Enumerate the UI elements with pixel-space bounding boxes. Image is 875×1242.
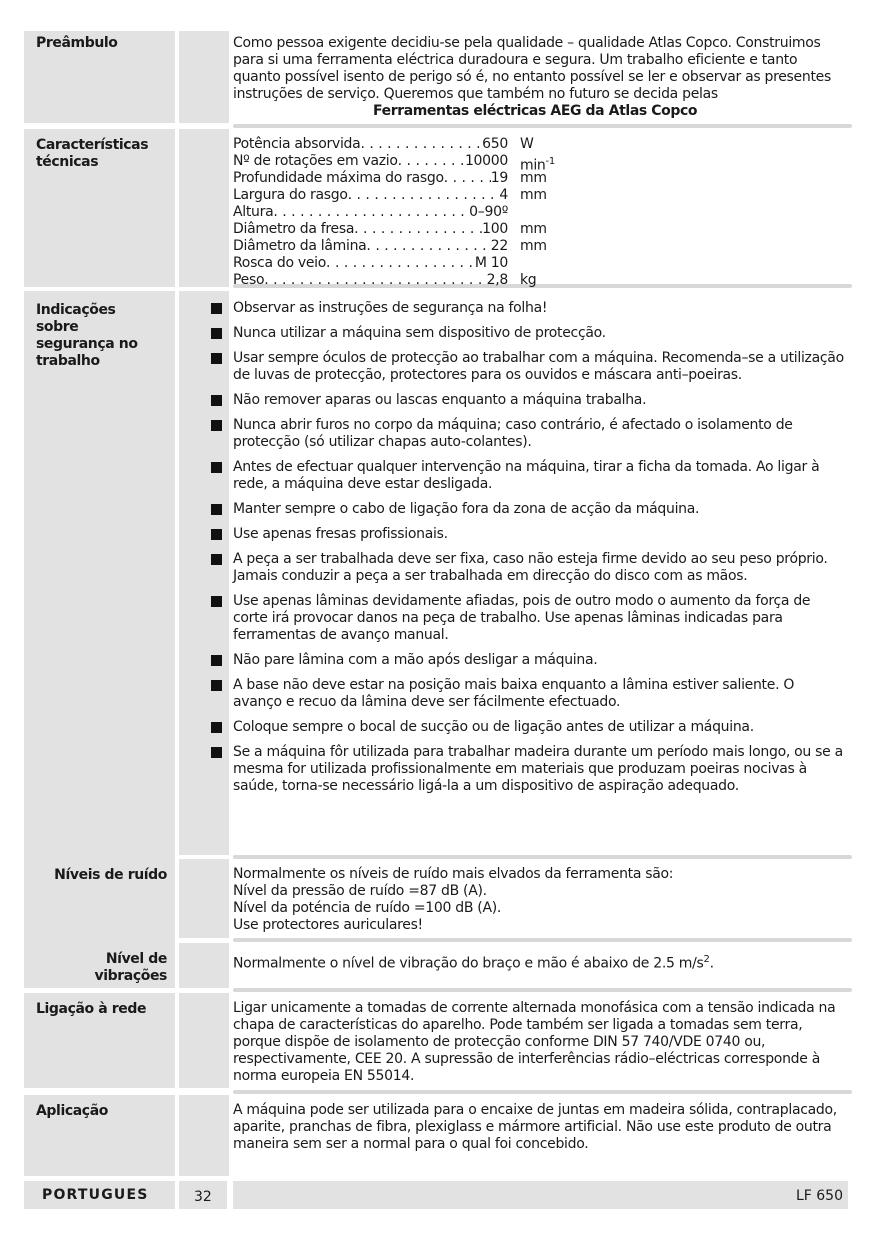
spec-unit bbox=[508, 204, 570, 221]
preambulo-brand: Ferramentas eléctricas AEG da Atlas Copco bbox=[373, 103, 698, 119]
spec-row bbox=[233, 153, 570, 174]
spec-value: 10000 bbox=[464, 153, 508, 169]
section-divider bbox=[233, 938, 852, 942]
preambulo-body: Como pessoa exigente decidiu-se pela qualidade – qualidade Atlas Copco. Construimos para si uma ferramenta eléctrica duradoura e segura. Um trabalho eficiente e tanto quanto possível isento de perigo só é, no entanto possível se ler e observar as presentes instruções de serviço. Queremos que também no futuro se decida pelas bbox=[233, 35, 831, 102]
safety-list bbox=[233, 300, 845, 803]
safety-item-text: Não remover aparas ou lascas enquanto a máquina trabalha. bbox=[233, 392, 647, 408]
safety-item bbox=[233, 325, 845, 342]
bullet-square-icon bbox=[211, 655, 222, 666]
mid-column bbox=[179, 943, 229, 988]
safety-item-text: Use apenas lâminas devidamente afiadas, pois de outro modo o aumento da força de corte irá provocar danos na peça de trabalho. Use apenas lâminas indicadas para ferramentas de avanço manual. bbox=[233, 593, 811, 643]
bullet-square-icon bbox=[211, 554, 222, 565]
safety-item-text: Antes de efectuar qualquer intervenção na máquina, tirar a ficha da tomada. Ao ligar à rede, a máquina deve estar desligada. bbox=[233, 459, 820, 492]
safety-item-text: A base não deve estar na posição mais baixa enquanto a lâmina estiver saliente. O avanço e recuo da lâmina deve ser fácilmente efectuado. bbox=[233, 677, 795, 710]
period: . bbox=[709, 955, 714, 972]
bullet-square-icon bbox=[211, 596, 222, 607]
dot-leader bbox=[354, 221, 482, 238]
spec-row bbox=[233, 272, 570, 289]
spec-unit bbox=[508, 153, 570, 174]
spec-value: 100 bbox=[482, 221, 508, 237]
bullet-square-icon bbox=[211, 303, 222, 314]
mid-column bbox=[179, 129, 229, 287]
bullet-square-icon bbox=[211, 747, 222, 758]
spec-row bbox=[233, 204, 570, 221]
spec-row bbox=[233, 136, 570, 153]
dot-leader bbox=[398, 153, 465, 170]
vibration-body: Normalmente o nível de vibração do braço e mão é abaixo de 2.5 m/s bbox=[233, 955, 704, 972]
bullet-square-icon bbox=[211, 529, 222, 540]
spec-name: Profundidade máxima do rasgo bbox=[233, 170, 444, 186]
bullet-square-icon bbox=[211, 680, 222, 691]
mid-column bbox=[179, 993, 229, 1088]
dot-leader bbox=[444, 170, 491, 187]
bullet-square-icon bbox=[211, 420, 222, 431]
dot-leader bbox=[348, 187, 500, 204]
safety-item-text: Nunca utilizar a máquina sem dispositivo de protecção. bbox=[233, 325, 606, 341]
heading-line: vibrações bbox=[94, 968, 167, 984]
safety-item bbox=[233, 526, 845, 543]
section-heading-caracteristicas: Características técnicas bbox=[36, 137, 149, 170]
safety-item-text: Observar as instruções de segurança na folha! bbox=[233, 300, 548, 316]
spec-row bbox=[233, 187, 570, 204]
safety-item bbox=[233, 551, 845, 585]
section-heading-vibracoes bbox=[24, 951, 167, 985]
vibration-text bbox=[233, 951, 845, 973]
spec-value: 650 bbox=[482, 136, 508, 152]
safety-item-text: A peça a ser trabalhada deve ser fixa, caso não esteja firme devido ao seu peso próprio. Jamais conduzir a peça a ser trabalhada em direcção do disco com as mãos. bbox=[233, 551, 828, 584]
mid-column bbox=[179, 859, 229, 938]
spec-name: Largura do rasgo bbox=[233, 187, 348, 203]
section-heading-ligacao: Ligação à rede bbox=[36, 1001, 147, 1017]
bullet-square-icon bbox=[211, 328, 222, 339]
noise-line: Nível da poténcia de ruído =100 dB (A). bbox=[233, 900, 502, 916]
unit-text: mm bbox=[520, 187, 547, 203]
dot-leader bbox=[366, 238, 490, 255]
preambulo-text bbox=[233, 35, 845, 120]
spec-value: 0–90º bbox=[469, 204, 508, 220]
spec-unit bbox=[508, 238, 570, 255]
safety-item bbox=[233, 459, 845, 493]
safety-item bbox=[233, 501, 845, 518]
spec-unit bbox=[508, 136, 570, 153]
safety-item-text: Se a máquina fôr utilizada para trabalhar madeira durante um período mais longo, ou se a mesma for utilizada profissionalmente em materiais que produzam poeiras nocivas à saúde, torna-se necessário ligá-la a um dispositivo de aspiração adequado. bbox=[233, 744, 843, 794]
unit-text: mm bbox=[520, 170, 547, 186]
noise-text bbox=[233, 866, 845, 934]
safety-item-text: Manter sempre o cabo de ligação fora da zona de acção da máquina. bbox=[233, 501, 700, 517]
spec-unit bbox=[508, 187, 570, 204]
mid-column bbox=[179, 31, 229, 123]
footer-model-block bbox=[233, 1181, 848, 1209]
safety-item-text: Não pare lâmina com a mão após desligar a máquina. bbox=[233, 652, 598, 668]
spec-value: M 10 bbox=[474, 255, 508, 271]
section-divider bbox=[233, 988, 852, 992]
noise-line: Nível da pressão de ruído =87 dB (A). bbox=[233, 883, 487, 899]
section-heading-aplicacao: Aplicação bbox=[36, 1103, 108, 1119]
spec-name: Diâmetro da fresa bbox=[233, 221, 355, 237]
spec-row bbox=[233, 255, 570, 272]
heading-line: Nível de bbox=[105, 951, 167, 967]
safety-item bbox=[233, 350, 845, 384]
spec-value: 22 bbox=[490, 238, 508, 254]
superscript: 2 bbox=[703, 954, 710, 965]
safety-item bbox=[233, 417, 845, 451]
section-heading-seguranca: Indicações sobre segurança no trabalho bbox=[36, 302, 138, 369]
safety-item bbox=[233, 593, 845, 644]
spec-name: Peso bbox=[233, 272, 265, 288]
bullet-square-icon bbox=[211, 353, 222, 364]
spec-value: 19 bbox=[490, 170, 508, 186]
section-divider bbox=[233, 855, 852, 859]
footer-model: LF 650 bbox=[795, 1188, 843, 1204]
dot-leader bbox=[326, 255, 475, 272]
spec-name: Altura bbox=[233, 204, 274, 220]
aplicacao-text: A máquina pode ser utilizada para o encaixe de juntas em madeira sólida, contraplacado, aparite, pranchas de fibra, plexiglass e mármore artificial. Não use este produto de outra maneira sem ser a normal para o qual foi concebido. bbox=[233, 1102, 837, 1152]
spec-row bbox=[233, 238, 570, 255]
safety-item bbox=[233, 744, 845, 795]
unit-superscript: -1 bbox=[545, 156, 555, 167]
spec-unit bbox=[508, 221, 570, 238]
noise-line: Use protectores auriculares! bbox=[233, 917, 423, 933]
spec-name: Rosca do veio bbox=[233, 255, 327, 271]
section-divider bbox=[233, 1090, 852, 1094]
mid-column bbox=[179, 1095, 229, 1176]
unit-text: mm bbox=[520, 238, 547, 254]
spec-unit bbox=[508, 170, 570, 187]
safety-item-text: Nunca abrir furos no corpo da máquina; caso contrário, é afectado o isolamento de protecção (só utilizar chapas auto-colantes). bbox=[233, 417, 793, 450]
section-heading-ruido: Níveis de ruído bbox=[54, 867, 167, 883]
safety-item bbox=[233, 719, 845, 736]
spec-unit bbox=[508, 255, 570, 272]
safety-item bbox=[233, 652, 845, 669]
bullet-square-icon bbox=[211, 395, 222, 406]
footer-language: PORTUGUES bbox=[42, 1187, 149, 1203]
bullet-square-icon bbox=[211, 462, 222, 473]
unit-text: kg bbox=[520, 272, 537, 288]
safety-item-text: Usar sempre óculos de protecção ao trabalhar com a máquina. Recomenda–se a utilização de luvas de protecção, protectores para os ouvidos e máscara anti–poeiras. bbox=[233, 350, 844, 383]
section-divider bbox=[233, 124, 852, 128]
dot-leader bbox=[264, 272, 486, 289]
spec-unit bbox=[508, 272, 570, 289]
spec-value: 2,8 bbox=[486, 272, 508, 288]
bullet-square-icon bbox=[211, 722, 222, 733]
safety-item bbox=[233, 677, 845, 711]
specs-table bbox=[233, 136, 570, 289]
unit-text: mm bbox=[520, 221, 547, 237]
safety-item-text: Use apenas fresas profissionais. bbox=[233, 526, 448, 542]
safety-item bbox=[233, 300, 845, 317]
section-heading-preambulo: Preâmbulo bbox=[36, 35, 118, 51]
spec-row bbox=[233, 170, 570, 187]
spec-name: Potência absorvida bbox=[233, 136, 361, 152]
spec-name: Nº de rotações em vazio bbox=[233, 153, 398, 169]
mid-column bbox=[179, 291, 229, 855]
spec-value: 4 bbox=[499, 187, 508, 203]
bullet-square-icon bbox=[211, 504, 222, 515]
spec-name: Diâmetro da lâmina bbox=[233, 238, 367, 254]
noise-line: Normalmente os níveis de ruído mais elvados da ferramenta são: bbox=[233, 866, 674, 882]
dot-leader bbox=[360, 136, 482, 153]
safety-item bbox=[233, 392, 845, 409]
safety-item-text: Coloque sempre o bocal de sucção ou de ligação antes de utilizar a máquina. bbox=[233, 719, 754, 735]
spec-row bbox=[233, 221, 570, 238]
ligacao-text: Ligar unicamente a tomadas de corrente alternada monofásica com a tensão indicada na chapa de características do aparelho. Pode também ser ligada a tomadas sem terra, porque dispõe de isolamento de protecção conforme DIN 57 740/VDE 0740 ou, respectivamente, CEE 20. A supressão de interferências rádio–eléctricas corresponde à norma europeia EN 55014. bbox=[233, 1000, 836, 1084]
footer-page-number: 32 bbox=[194, 1189, 212, 1205]
unit-text: min bbox=[520, 157, 546, 174]
unit-text: W bbox=[520, 136, 534, 152]
dot-leader bbox=[273, 204, 469, 221]
